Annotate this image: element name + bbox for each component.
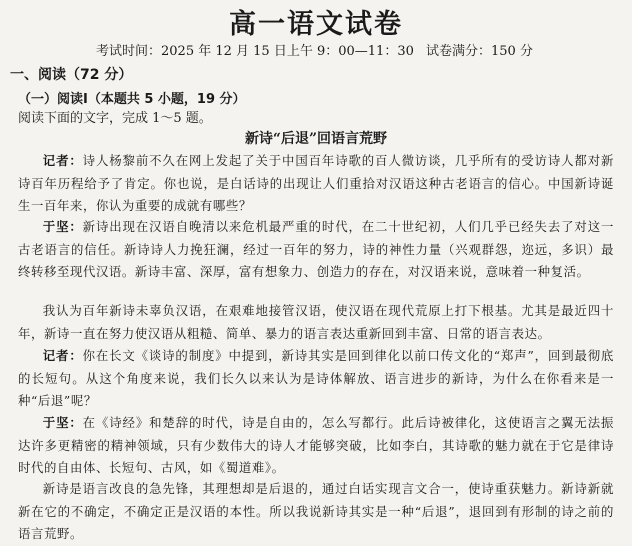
paragraph-text: 新诗出现在汉语自晚清以来危机最严重的时代，在二十世纪初，人们几乎已经失去了对这一古老语言的信任。新诗诗人力挽狂澜，经过一百年的努力，诗的神性力量（兴观群怨，迩远，多识）最终转移至现代汉语。新诗丰富、深厚，富有想象力、创造力的存在，对汉语来说，意味着一种复活。 [18,219,614,279]
paragraph-text: 新诗是语言改良的急先锋，其理想却是后退的，通过白话实现言文合一，使诗重获魅力。新诗新就新在它的不确定，不确定正是汉语的本性。所以我说新诗其实是一种“后退”，退回到有形制的诗之前的语言荒野。 [18,481,614,541]
article-paragraph [18,345,614,413]
article-paragraph [18,216,614,284]
paragraph-text: 诗人杨黎前不久在网上发起了关于中国百年诗歌的百人微访谈，几乎所有的受访诗人都对新诗百年历程给予了肯定。你也说，是白话诗的出现让人们重拾对汉语这种古老语言的信心。中国新诗诞生一百年来，你认为重要的成就有哪些？ [18,153,614,213]
article-paragraph [18,150,614,218]
paragraph-text: 你在长文《谈诗的制度》中提到，新诗其实是回到律化以前口传文化的“郑声”，回到最彻底的长短句。从这个角度来说，我们长久以来认为是诗体解放、语言进步的新诗，为什么在你看来是一种“后退”呢？ [18,348,614,408]
article-paragraph [18,412,614,480]
paragraph-text: 在《诗经》和楚辞的时代，诗是自由的，怎么写都行。此后诗被律化，这使语言之翼无法振达许多更精密的精神领域，只有少数伟大的诗人才能够突破，比如李白，其诗歌的魅力就在于它是律诗时代的自由体、长短句、古风，如《蜀道难》。 [18,415,614,475]
speaker-label: 记者： [42,153,83,168]
full-score: 试卷满分：150 分 [426,44,533,59]
subsection-heading: （一）阅读Ⅰ（本题共 5 小题，19 分） [18,92,246,107]
paragraph-text: 我认为百年新诗未辜负汉语，在艰难地接管汉语，使汉语在现代荒原上打下根基。尤其是最近四十年，新诗一直在努力使汉语从粗糙、简单、暴力的语言表达重新回到丰富、日常的语言表达。 [18,303,614,341]
exam-title: 高一语文试卷 [229,9,403,40]
article-title: 新诗“后退”回语言荒野 [244,131,388,147]
exam-time: 考试时间：2025 年 12 月 15 日上午 9：00—11：30 [96,44,414,59]
speaker-label: 记者： [42,348,83,363]
reading-instruction: 阅读下面的文字，完成 1～5 题。 [18,111,212,126]
speaker-label: 于坚： [42,415,83,430]
section-heading: 一、阅读（72 分） [10,67,133,83]
article-paragraph [18,300,614,345]
article-paragraph [18,478,614,546]
speaker-label: 于坚： [42,219,83,234]
